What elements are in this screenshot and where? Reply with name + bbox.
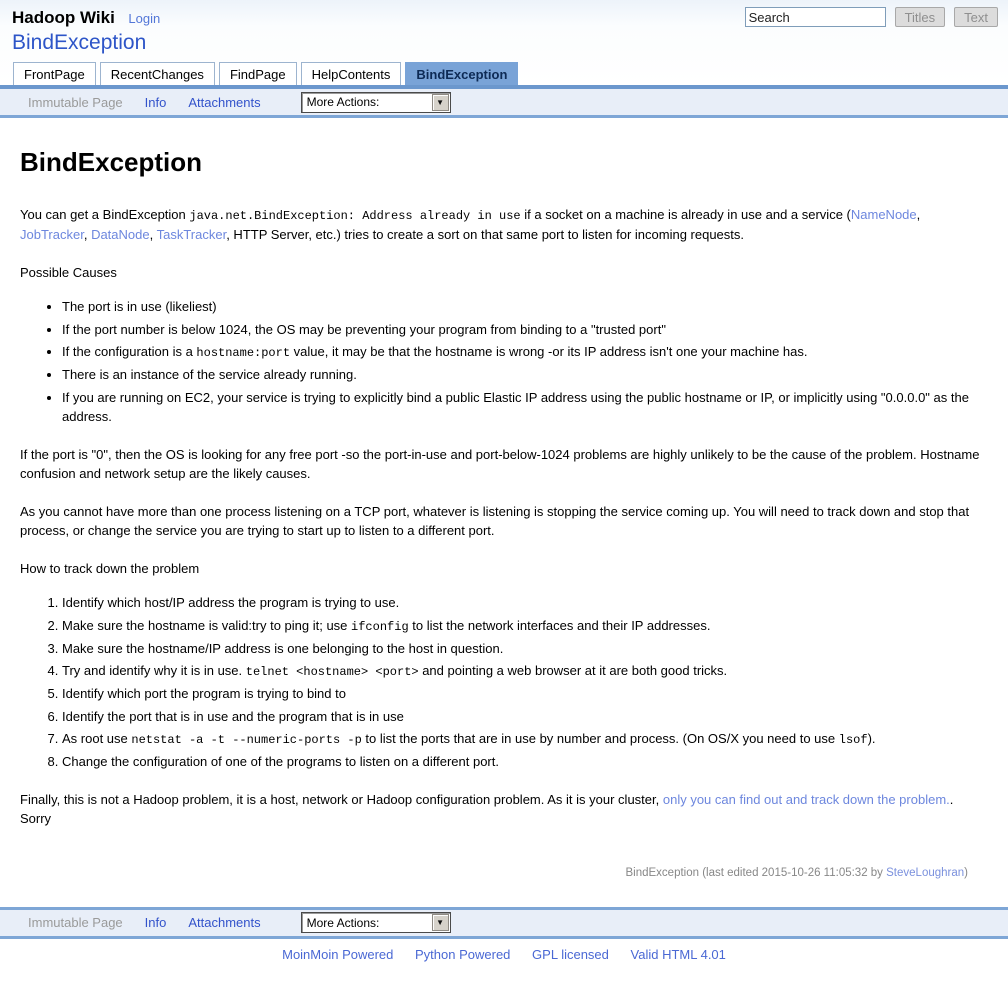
text-run: Make sure the hostname is valid:try to ping it; use [62, 617, 352, 633]
text-run: value, it may be that the hostname is wrong -or its IP address isn't one your machine has. [290, 344, 808, 359]
list-item [62, 752, 988, 772]
text-run: If the configuration is a [62, 344, 197, 359]
attachments-link[interactable]: Attachments [188, 915, 261, 930]
content-link[interactable]: TaskTracker [156, 227, 227, 242]
text-button[interactable]: Text [954, 7, 998, 27]
content-link[interactable]: NameNode [850, 207, 917, 222]
edit-info [20, 867, 968, 879]
tab-bindexception[interactable]: BindException [405, 62, 518, 85]
user-link[interactable]: SteveLoughran [886, 866, 965, 879]
tab-helpcontents[interactable]: HelpContents [301, 62, 402, 85]
text-run: , [916, 207, 921, 222]
python-powered-link[interactable]: Python Powered [415, 946, 511, 962]
list-item [62, 593, 988, 613]
toolbar-divider [0, 115, 1008, 118]
list-item [62, 297, 988, 317]
content-link[interactable]: JobTracker [20, 227, 84, 242]
login-link[interactable]: Login [128, 11, 161, 26]
text-run: You can get a BindException [20, 207, 190, 222]
list-item [62, 320, 988, 340]
site-title: Hadoop Wiki [12, 8, 115, 27]
edit-info-suffix: ) [964, 866, 968, 879]
spacer [0, 879, 1008, 907]
moinmoin-powered-link[interactable]: MoinMoin Powered [282, 946, 394, 962]
page-title: BindException [12, 31, 147, 54]
text-run: If the port number is below 1024, the OS may be preventing your program from binding to a "trusted port" [62, 321, 666, 337]
text-run: to list the ports that are in use by number and process. (On OS/X you need to use [361, 731, 839, 746]
attachments-link[interactable]: Attachments [188, 94, 261, 110]
inline-code: ifconfig [351, 619, 409, 634]
text-run: The port is in use (likeliest) [62, 299, 217, 314]
search-area [745, 7, 998, 27]
section-header-possible-causes: Possible Causes [20, 264, 117, 280]
edit-info-text: BindException (last edited 2015-10-26 11:05:32 by [625, 866, 887, 879]
tab-recentchanges[interactable]: RecentChanges [100, 62, 215, 85]
list-item [62, 639, 988, 659]
section-header-track-down: How to track down the problem [20, 560, 200, 576]
inline-code: netstat -a -t --numeric-ports -p [131, 733, 362, 747]
more-actions-label: More Actions: [306, 95, 380, 109]
inline-code: java.net.BindException: Address already in use [189, 209, 521, 223]
info-link[interactable]: Info [144, 915, 167, 930]
paragraph-port-zero: If the port is "0", then the OS is looking for any free port -so the port-in-use and port-below-1024 problems are highly unlikely to be the cause of the problem. Hostname confusion and network setup are the likely causes. [20, 446, 980, 481]
list-item [62, 616, 988, 636]
more-actions-label: More Actions: [306, 915, 380, 930]
text-run: Identify which host/IP address the program is trying to use. [62, 595, 400, 610]
titles-button[interactable]: Titles [895, 7, 946, 27]
text-run: Change the configuration of one of the programs to listen on a different port. [62, 754, 499, 769]
list-item [62, 388, 988, 427]
list-item [62, 729, 988, 749]
text-run: , [149, 227, 157, 242]
immutable-page-label: Immutable Page [28, 94, 123, 110]
info-link[interactable]: Info [144, 94, 167, 110]
text-run: if a socket on a machine is already in use and a service ( [520, 207, 851, 222]
text-run: , [83, 227, 92, 242]
text-run: There is an instance of the service already running. [62, 367, 357, 382]
paragraph-tcp-port: As you cannot have more than one process listening on a TCP port, whatever is listening is stopping the service coming up. You will need to track down and stop that process, or change the service you are trying to start up to listen to a different port. [20, 503, 970, 538]
dropdown-arrow-icon: ▼ [432, 94, 449, 111]
list-item [62, 342, 988, 362]
text-run: Try and identify why it is in use. [62, 663, 246, 678]
text-run: ). [867, 731, 876, 746]
inline-code: telnet <hostname> <port> [245, 665, 419, 679]
tab-bar [12, 62, 996, 85]
inline-code: lsof [838, 733, 868, 747]
more-actions-select[interactable] [301, 912, 451, 933]
content-heading: BindException [20, 147, 203, 177]
text-run: If you are running on EC2, your service is trying to explicitly bind a public Elastic IP address using the public hostname or IP, or implicitly using "0.0.0.0" as the address. [62, 389, 969, 424]
content-link[interactable]: only you can find out and track down the problem. [662, 791, 950, 807]
search-input[interactable] [745, 7, 886, 27]
toolbar-top [0, 89, 1008, 115]
text-run: Finally, this is not a Hadoop problem, it is a host, network or Hadoop configuration problem. As it is your cluster, [20, 791, 663, 807]
intro-paragraph [20, 205, 988, 245]
valid-html-link[interactable]: Valid HTML 4.01 [630, 946, 726, 962]
tab-findpage[interactable]: FindPage [219, 62, 297, 85]
list-item [62, 684, 988, 704]
text-run: and pointing a web browser at it are both good tricks. [418, 663, 728, 678]
tab-frontpage[interactable]: FrontPage [13, 62, 96, 85]
more-actions-select[interactable] [301, 92, 451, 113]
list-item [62, 661, 988, 681]
immutable-page-label: Immutable Page [28, 915, 123, 930]
credits [0, 939, 1008, 972]
content-link[interactable]: DataNode [91, 227, 150, 242]
closing-paragraph [20, 790, 988, 829]
gpl-licensed-link[interactable]: GPL licensed [532, 946, 609, 962]
content [0, 147, 1008, 879]
steps-list [20, 593, 988, 772]
toolbar-bottom [0, 910, 1008, 936]
text-run: to list the network interfaces and their IP addresses. [408, 617, 711, 633]
text-run: . Sorry [20, 791, 954, 826]
list-item [62, 365, 988, 385]
text-run: Make sure the hostname/IP address is one belonging to the host in question. [62, 640, 504, 656]
list-item [62, 707, 988, 727]
text-run: Identify the port that is in use and the program that is in use [62, 708, 404, 724]
causes-list [20, 297, 988, 427]
text-run: , HTTP Server, etc.) tries to create a sort on that same port to listen for incoming requests. [226, 227, 745, 242]
inline-code: hostname:port [196, 346, 291, 360]
text-run: Identify which port the program is trying to bind to [62, 686, 346, 701]
dropdown-arrow-icon: ▼ [432, 914, 449, 931]
text-run: As root use [62, 731, 132, 746]
header [0, 0, 1008, 85]
